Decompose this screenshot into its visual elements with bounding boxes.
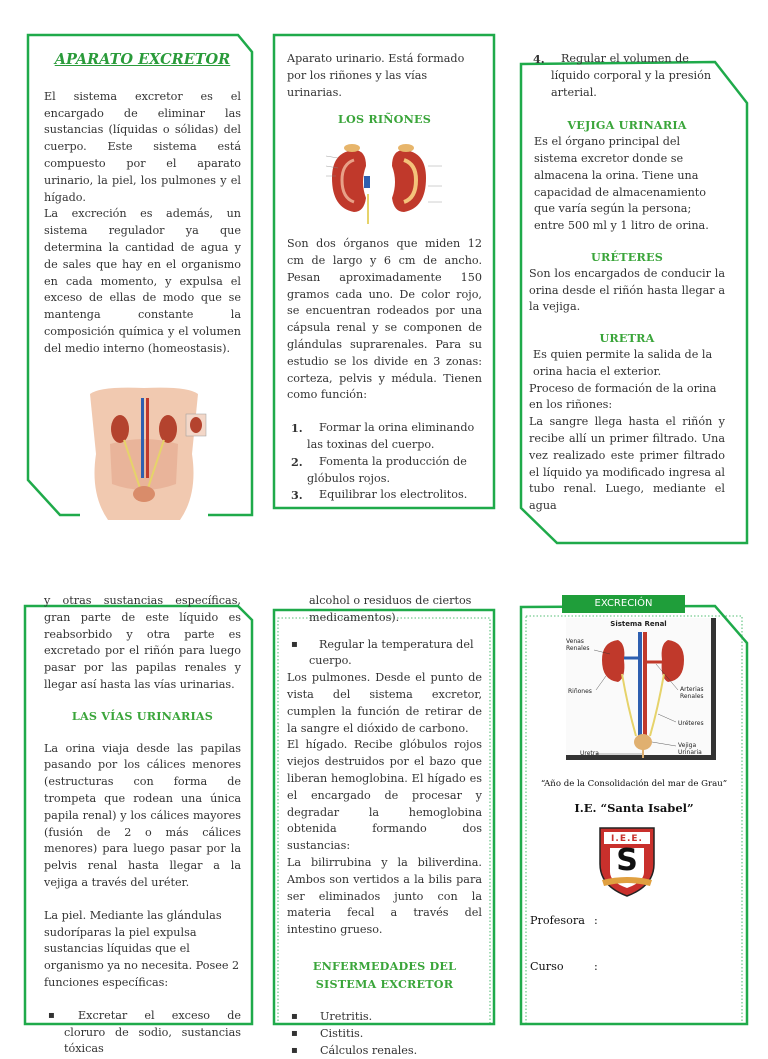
list-item <box>287 1026 482 1043</box>
list-item-text: Cálculos renales. <box>320 1043 418 1057</box>
section-title-line: SISTEMA EXCRETOR <box>315 976 454 991</box>
section-title-uretra: URETRA <box>599 331 655 346</box>
kidney-diagram <box>324 136 444 228</box>
list-number: 4. <box>533 52 545 66</box>
list-item-text: Regular la temperatura del cuerpo. <box>309 637 474 668</box>
excrecion-header <box>562 595 685 613</box>
proceso-text: La sangre llega hasta el riñón y recibe allí un primer filtrado. Una vez realizado este primer filtrado el líquido ya modificado ingresa al tubo renal. Luego, mediante el agua <box>529 415 725 513</box>
list-item <box>287 1009 482 1026</box>
medicamentos-continuation: alcohol o residuos de ciertos medicamentos). <box>309 594 472 624</box>
diagram-label-venas: Venas Renales <box>566 638 590 652</box>
vias-text: La orina viaja desde las papilas pasando por los cálices menores (estructuras con forma de trompeta que rodean una única papila renal) y los cálices mayores (fusión de 2 o más cálices menores) para luego pasar por la pelvis renal hasta llegar a la vejiga a través del uréter. <box>44 741 241 889</box>
bullet-icon: ▪ <box>291 1044 298 1056</box>
section-title-line: ENFERMEDADES DEL <box>312 958 457 973</box>
section-title-enfermedades <box>287 957 482 993</box>
list-item <box>287 454 482 488</box>
filtrado-continuation: y otras sustancias específicas, gran parte de este líquido es reabsorbido y otra parte es excretado por el riñón para luego pasar por las papilas renales y llegar así hasta las vías urinarias. <box>44 594 241 691</box>
diagram-title: Sistema Renal <box>610 620 667 628</box>
renal-system-diagram <box>566 618 716 760</box>
bullet-icon: ▪ <box>291 638 298 650</box>
piel-functions-list-2 <box>287 637 482 671</box>
diagram-label-rinones: Riñones <box>568 688 592 695</box>
curso-field <box>530 959 730 976</box>
crest-letter: S <box>616 843 638 878</box>
diseases-list <box>287 1009 482 1059</box>
list-item-text: Cistitis. <box>320 1026 364 1040</box>
school-name: I.E. “Santa Isabel” <box>574 801 694 815</box>
rinones-functions-list <box>287 420 482 504</box>
curso-label: Curso <box>530 960 564 973</box>
urinary-intro: Aparato urinario. Está formado por los riñones y las vías urinarias. <box>287 52 465 99</box>
higado-text: El hígado. Recibe glóbulos rojos viejos destruidos por el bazo que liberan hemoglobina. El hígado es el encargado de procesar y degradar la hemoglobina obtenida formando dos sustancias: <box>287 738 482 853</box>
bullet-icon: ▪ <box>291 1010 298 1022</box>
page-title: APARATO EXCRETOR <box>54 51 231 68</box>
list-item <box>529 51 725 101</box>
diagram-label-arterias: Arterias Renales <box>680 686 704 700</box>
diagram-label-ureteres: Uréteres <box>678 720 704 727</box>
pulmones-text: Los pulmones. Desde el punto de vista del sistema excretor, cumplen la función de retirar de la sangre el dióxido de carbono. <box>287 671 482 735</box>
section-title-vias: LAS VÍAS URINARIAS <box>71 708 214 723</box>
uretra-text: Es quien permite la salida de la orina hacia el exterior. <box>533 347 713 378</box>
vejiga-text: Es el órgano principal del sistema excretor donde se almacena la orina. Tiene una capacidad de almacenamiento que varía según la persona; entre 500 ml y 1 litro de orina. <box>534 135 709 233</box>
list-item <box>287 420 482 454</box>
list-item-text: Excretar el exceso de cloruro de sodio, sustancias tóxicas <box>64 1008 241 1056</box>
urinary-anatomy-image <box>80 384 208 520</box>
profesora-label: Profesora <box>530 914 585 927</box>
excrecion-header-text: EXCRECIÓN <box>594 598 653 609</box>
regulator-paragraph: La excreción es además, un sistema regulador ya que determina la cantidad de agua y de sales que hay en el organismo en cada momento, y expulsa el exceso de ellas de modo que se mantenga constante la composición química y el volumen del medio interno (homeostasis). <box>44 207 241 355</box>
bullet-icon: ▪ <box>291 1027 298 1039</box>
panel-pulmones-higado <box>287 593 482 1057</box>
panel-aparato-excretor <box>44 52 241 502</box>
section-title-ureteres: URÉTERES <box>591 249 663 264</box>
motto-text: “Año de la Consolidación del mar de Grau” <box>540 779 728 789</box>
piel-functions-list <box>44 1008 241 1058</box>
proceso-title: Proceso de formación de la orina en los riñones: <box>529 381 717 412</box>
list-item-text: Formar la orina eliminando las toxinas del cuerpo. <box>307 421 475 451</box>
curso-colon: : <box>594 960 598 973</box>
profesora-colon: : <box>594 914 598 927</box>
list-item-text: Regular el volumen de líquido corporal y la presión arterial. <box>551 52 712 99</box>
profesora-field <box>530 913 730 930</box>
list-item-text: Equilibrar los electrolitos. <box>319 488 468 502</box>
bullet-icon: ▪ <box>48 1009 55 1021</box>
intro-paragraph: El sistema excretor es el encargado de eliminar las sustancias (líquidas o sólidas) del cuerpo. Este sistema está compuesto por el aparato urinario, la piel, los pulmones y el hígado. <box>44 89 241 204</box>
list-item-text: Fomenta la producción de glóbulos rojos. <box>307 454 467 485</box>
list-item-text: Uretritis. <box>320 1009 373 1023</box>
panel-vejiga <box>529 51 725 513</box>
piel-text: La piel. Mediante las glándulas sudoríparas la piel expulsa sustancias líquidas que el organismo ya no necesita. Posee 2 funciones específicas: <box>44 908 240 989</box>
list-item <box>287 637 482 671</box>
list-number: 1. <box>291 421 303 436</box>
section-title-vejiga: VEJIGA URINARIA <box>567 118 687 133</box>
school-crest-logo <box>596 824 658 898</box>
section-title-rinones: LOS RIÑONES <box>337 112 432 127</box>
list-item <box>287 487 482 504</box>
panel-vias-urinarias <box>44 593 241 1056</box>
bilis-text: La bilirrubina y la biliverdina. Ambos son vertidos a la bilis para ser eliminados junto con la materia fecal a través del intestino grueso. <box>287 855 482 937</box>
rinones-body: Son dos órganos que miden 12 cm de largo y 6 cm de ancho. Pesan aproximadamente 150 gramos cada uno. De color rojo, se encuentran rodeados por una cápsula renal y se componen de glándulas suprarenales. Para su estudio se los divide en 3 zonas: corteza, pelvis y médula. Tienen como función: <box>287 237 482 402</box>
ureteres-text: Son los encargados de conducir la orina desde el riñón hasta llegar a la vejiga. <box>529 266 725 314</box>
panel-rinones <box>287 51 482 501</box>
crest-top-text: I.E.E. <box>611 834 643 844</box>
list-number: 3. <box>291 488 303 503</box>
panel-cover <box>526 618 742 1024</box>
diagram-label-uretra: Uretra <box>580 750 599 757</box>
list-item <box>44 1008 241 1058</box>
diagram-label-vejiga: Vejiga Urinaria <box>678 742 702 756</box>
list-number: 2. <box>291 454 303 469</box>
list-item <box>287 1043 482 1059</box>
